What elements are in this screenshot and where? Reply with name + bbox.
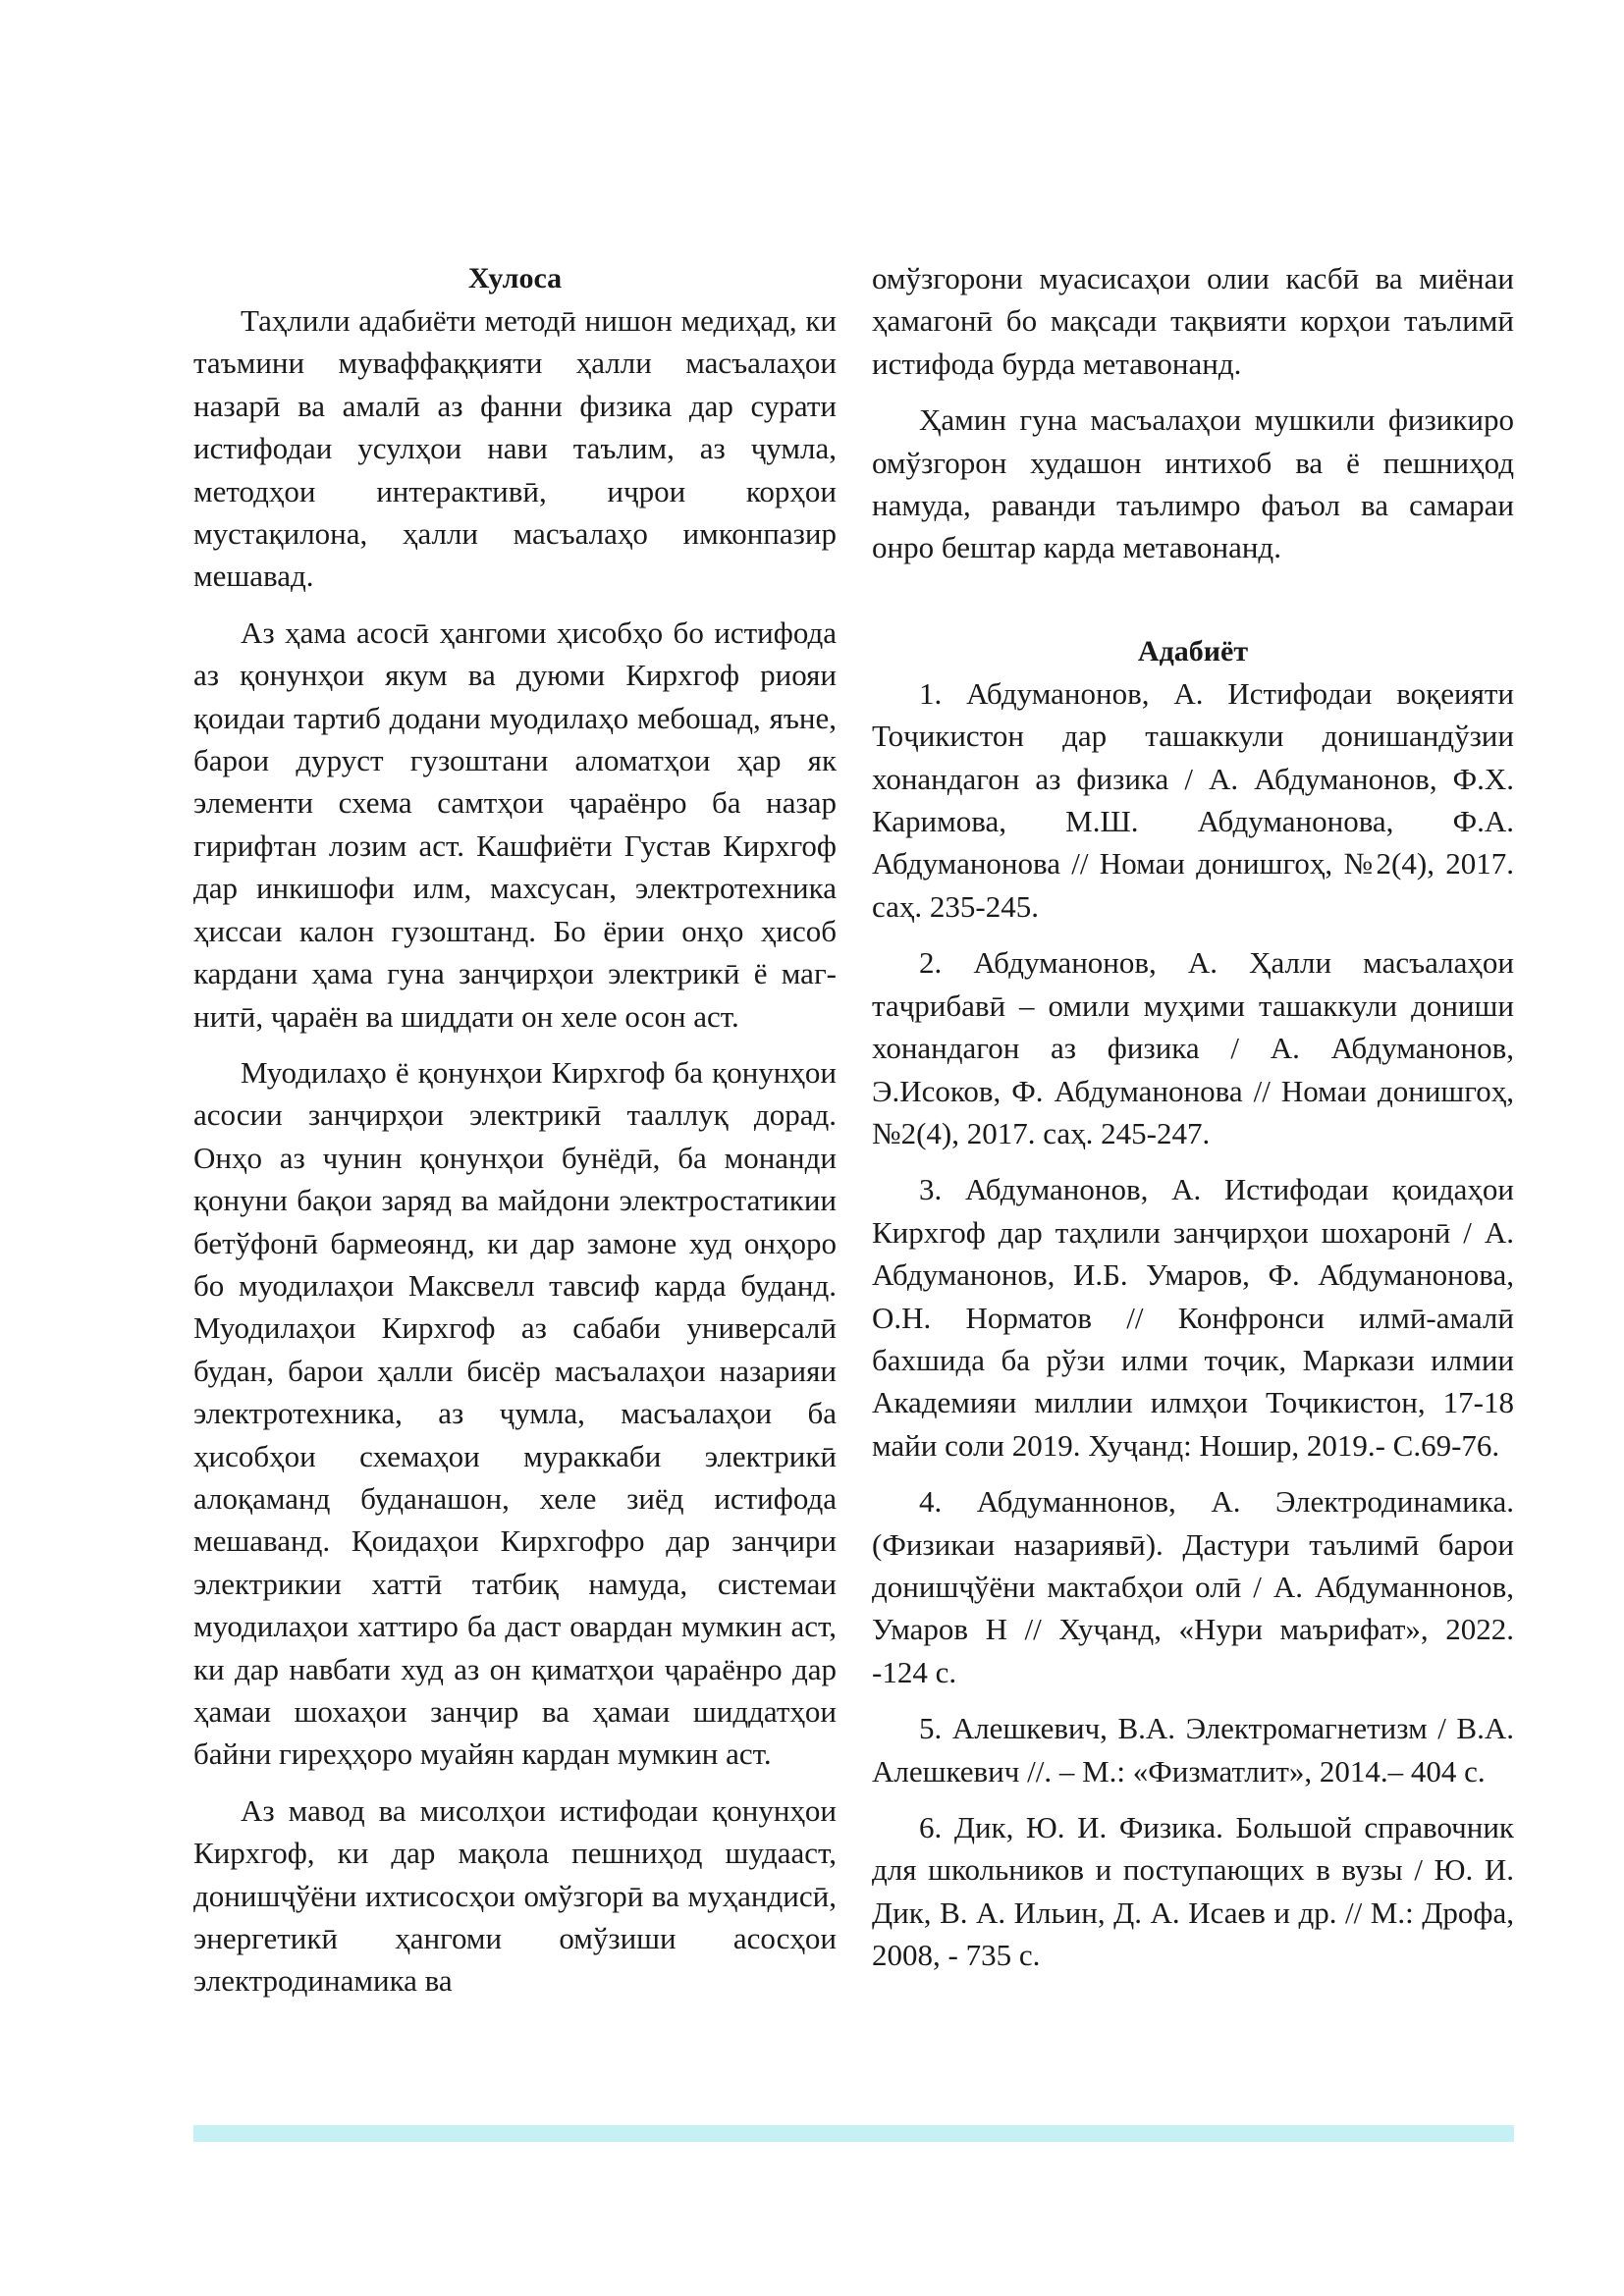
- reference-item: 2. Абдуманонов, А. Ҳалли масъалаҳои таҷрибавӣ – омили муҳими ташаккули дониши хонандагон аз физика / А. Абдуманонов, Э.Исоков, Ф. Абдуманонова // Номаи донишгоҳ, №2(4), 2017. саҳ. 245-247.: [872, 945, 1514, 1150]
- conclusion-paragraph-5: Ҳамин гуна масъалаҳои мушкили физикиро омўзгорон худашон интихоб ва ё пешниҳод намуда, раванди таълимро фаъол ва самараи онро бештар карда метавонанд.: [872, 402, 1514, 565]
- reference-item: 5. Алешкевич, В.А. Электромагнетизм / В.А. Алешкевич //. – М.: «Физматлит», 2014.– 404 с.: [872, 1711, 1514, 1789]
- reference-item: 1. Абдуманонов, А. Истифодаи воқеияти Тоҷикистон дар ташаккули донишандўзии хонандагон аз физика / А. Абдуманонов, Ф.Х. Каримова, М.Ш. Абдуманонова, Ф.А. Абдуманонова // Номаи донишгоҳ, №2(4), 2017. саҳ. 235-245.: [872, 675, 1514, 924]
- conclusion-paragraph-1: Таҳлили адабиёти методӣ нишон медиҳад, ки таъмини муваффаққияти ҳалли масъалаҳои назарӣ ва амалӣ аз фанни физика дар сурати истифодаи усулҳои нави таълим, аз ҷумла, методҳои интерактивӣ, иҷрои корҳои мустақилона, ҳалли масъалаҳо имконпазир мешавад.: [193, 303, 837, 594]
- conclusion-paragraph-2: Аз ҳама асосӣ ҳангоми ҳисобҳо бо истифода аз қонунҳои якум ва дуюми Кирхгоф риояи қоидаи тартиб додани муодилаҳо мебошад, яъне, барои дуруст гузоштани аломатҳои ҳар як элементи схема самтҳои ҷараёнро ба назар гирифтан лозим аст. Кашфиёти Густав Кирхгоф дар инкишофи илм, махсусан, электротехника ҳиссаи калон гузоштанд. Бо ёрии онҳо ҳисоб кардани ҳама гуна занҷирҳои электрикӣ ё магнитӣ, ҷараён ва шиддати он хеле осон аст.: [193, 614, 837, 1034]
- right-column: [872, 257, 1514, 1991]
- references-list: [872, 672, 1514, 1977]
- left-column: [193, 257, 837, 2016]
- page-footer-bar: [193, 2125, 1514, 2142]
- conclusion-paragraph-3: Муодилаҳо ё қонунҳои Кирхгоф ба қонунҳои асосии занҷирҳои электрикӣ тааллуқ дорад. Онҳо аз чунин қонунҳои бунёдӣ, ба монанди қонуни бақои заряд ва майдони электростатикии бетўфонӣ бармеоянд, ки дар замоне худ онҳоро бо муодилаҳои Максвелл тавсиф карда буданд. Муодилаҳои Кирхгоф аз сабаби универсалӣ будан, барои ҳалли бисёр масъалаҳои назарияи электротехника, аз ҷумла, масъалаҳои ба ҳисобҳои схемаҳои мураккаби электрикӣ алоқаманд буданашон, хеле зиёд истифода мешаванд. Қоидаҳои Кирхгофро дар занҷири электрикии хаттӣ татбиқ намуда, системаи муодилаҳои хаттиро ба даст овардан мумкин аст, ки дар навбати худ аз он қиматҳои ҷараёнро дар ҳамаи шохаҳои занҷир ва ҳамаи шиддатҳои байни гиреҳҳоро муайян кардан мумкин аст.: [193, 1054, 837, 1772]
- reference-item: 6. Дик, Ю. И. Физика. Большой справочник для школьников и поступающих в вузы / Ю. И. Дик, В. А. Ильин, Д. А. Исаев и др. // М.: Дрофа, 2008, - 735 с.: [872, 1810, 1514, 1973]
- conclusion-paragraph-4: Аз мавод ва мисолҳои истифодаи қонунҳои Кирхгоф, ки дар мақола пешниҳод шудааст, донишҷўёни ихтисосҳои омўзгорӣ ва муҳандисӣ, энергетикӣ ҳангоми омўзиши асосҳои электродинамика ва: [193, 1792, 837, 1999]
- reference-item: 4. Абдуманнонов, А. Электродинамика. (Физикаи назариявӣ). Дастури таълимӣ барои донишҷўёни мактабҳои олӣ / А. Абдуманнонов, Умаров Н // Хуҷанд, «Нури маърифат», 2022. -124 с.: [872, 1484, 1514, 1689]
- conclusion-heading: Хулоса: [467, 262, 563, 294]
- conclusion-continuation: омўзгорони муасисаҳои олии касбӣ ва миёнаи ҳамагонӣ бо мақсади тақвияти корҳои таълимӣ истифода бурда метавонанд.: [872, 261, 1514, 381]
- reference-item: 3. Абдуманонов, А. Истифодаи қоидаҳои Кирхгоф дар таҳлили занҷирҳои шохаронӣ / А. Абдуманонов, И.Б. Умаров, Ф. Абдуманонова, О.Н. Норматов // Конфронси илмӣ-амалӣ бахшида ба рўзи илми тоҷик, Маркази илмии Академияи миллии илмҳои Тоҷикистон, 17-18 майи соли 2019. Хуҷанд: Ношир, 2019.- С.69-76.: [872, 1172, 1514, 1463]
- references-heading: Адабиёт: [1137, 634, 1249, 667]
